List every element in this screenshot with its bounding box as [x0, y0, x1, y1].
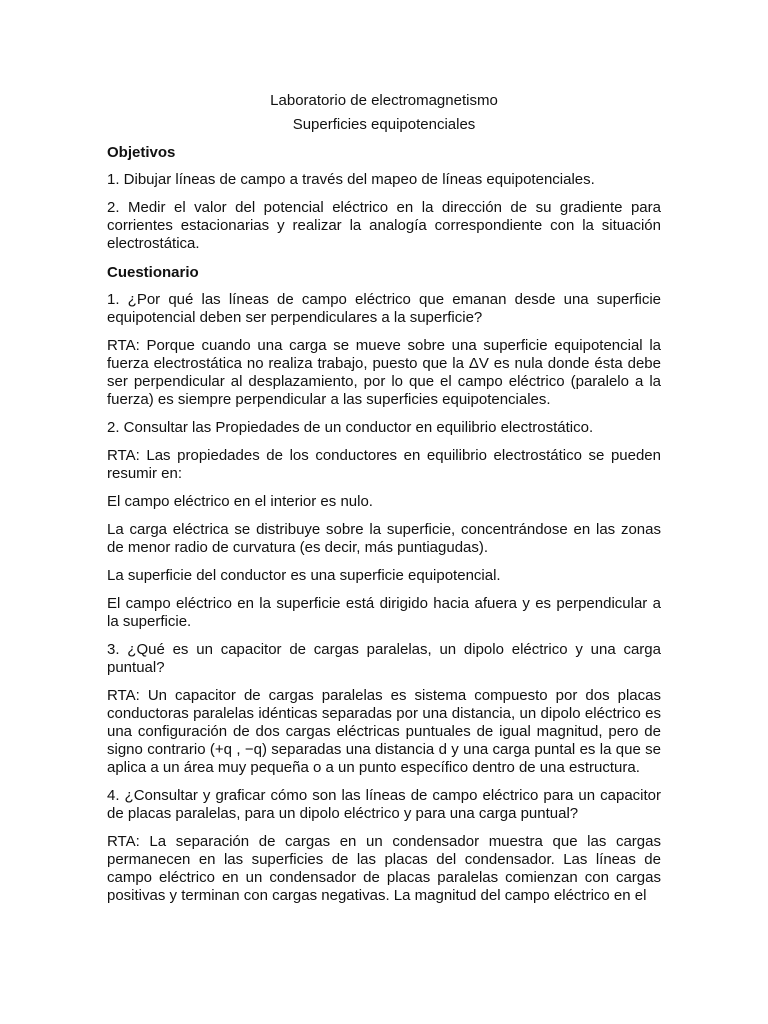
answer-2-item: El campo eléctrico en el interior es nulo.	[107, 493, 373, 510]
objectives-heading: Objetivos	[107, 144, 176, 161]
answer-1: RTA: Porque cuando una carga se mueve sobre una superficie equipotencial la fuerza electrostática no realiza trabajo, puesto que la ΔV es nula donde ésta debe ser perpendicular al desplazamiento, por lo que el campo eléctrico (paralelo a la fuerza) es siempre perpendicular a las superficies equipotenciales.	[107, 337, 661, 408]
objective-1: 1. Dibujar líneas de campo a través del mapeo de líneas equipotenciales.	[107, 171, 595, 188]
question-4: 4. ¿Consultar y graficar cómo son las líneas de campo eléctrico para un capacitor de placas paralelas, para un dipolo eléctrico y para una carga puntual?	[107, 787, 661, 822]
question-3: 3. ¿Qué es un capacitor de cargas paralelas, un dipolo eléctrico y una carga puntual?	[107, 641, 661, 676]
answer-3: RTA: Un capacitor de cargas paralelas es sistema compuesto por dos placas conductoras paralelas idénticas separadas por una distancia, un dipolo eléctrico es una configuración de dos cargas eléctricas puntuales de igual magnitud, pero de signo contrario (+q , −q) separadas una distancia d y una carga puntal es la que se aplica a un área muy pequeña o a un punto específico dentro de una estructura.	[107, 687, 661, 776]
document-title: Laboratorio de electromagnetismo	[270, 92, 498, 109]
question-2: 2. Consultar las Propiedades de un conductor en equilibrio electrostático.	[107, 419, 594, 436]
objective-2: 2. Medir el valor del potencial eléctrico en la dirección de su gradiente para corrientes estacionarias y realizar la analogía correspondiente con la situación electrostática.	[107, 199, 661, 252]
document-body	[107, 89, 661, 915]
answer-2-item: El campo eléctrico en la superficie está dirigido hacia afuera y es perpendicular a la superficie.	[107, 595, 661, 630]
questionnaire-heading: Cuestionario	[107, 264, 199, 281]
answer-2-item: La superficie del conductor es una superficie equipotencial.	[107, 567, 501, 584]
answer-2-item: La carga eléctrica se distribuye sobre la superficie, concentrándose en las zonas de menor radio de curvatura (es decir, más puntiagudas).	[107, 521, 661, 556]
document-subtitle: Superficies equipotenciales	[292, 116, 476, 133]
answer-2: RTA: Las propiedades de los conductores en equilibrio electrostático se pueden resumir en:	[107, 447, 661, 482]
answer-4: RTA: La separación de cargas en un condensador muestra que las cargas permanecen en las superficies de las placas del condensador. Las líneas de campo eléctrico en un condensador de placas paralelas comienzan con cargas positivas y terminan con cargas negativas. La magnitud del campo eléctrico en el	[107, 833, 661, 904]
question-1: 1. ¿Por qué las líneas de campo eléctrico que emanan desde una superficie equipotencial deben ser perpendiculares a la superficie?	[107, 291, 661, 326]
